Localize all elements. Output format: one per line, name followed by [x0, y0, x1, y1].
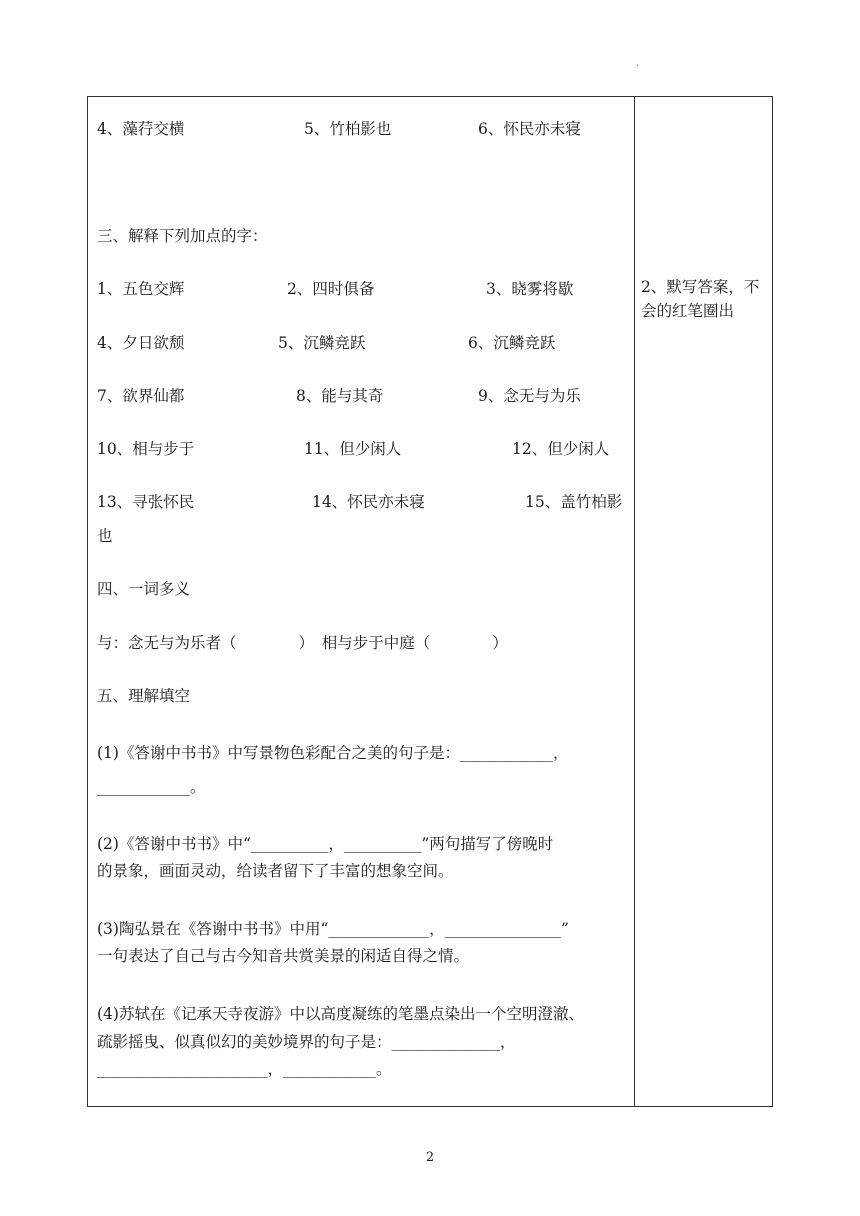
- s3-item: 9、念无与为乐: [478, 387, 581, 405]
- side-note: 2、默写答案，不会的红笔圈出: [641, 278, 760, 320]
- s3-item: 11、但少闲人: [304, 440, 402, 458]
- page-number: 2: [425, 1150, 435, 1165]
- q2-line-2: 的景象，画面灵动，给读者留下了丰富的想象空间。: [97, 862, 454, 880]
- q3-line-1: (3)陶弘景在《答谢中书书》中用“_____________，_______________”: [97, 920, 569, 938]
- item-4: 4、藻荇交横: [97, 120, 185, 138]
- s3-item: 4、夕日欲颓: [97, 334, 185, 352]
- s3-item: 1、五色交辉: [97, 280, 185, 298]
- top-mark: .: [636, 58, 640, 69]
- section-4-line: 与：念无与为乐者（ ） 相与步于中庭（ ）: [97, 634, 508, 652]
- worksheet-table: [87, 96, 773, 1107]
- s3-item: 5、沉鳞竞跃: [278, 334, 366, 352]
- s3-wrap: 也: [97, 527, 113, 545]
- item-6: 6、怀民亦未寝: [478, 120, 581, 138]
- q1-line-2: ____________。: [97, 778, 206, 796]
- section-4-heading: 四、一词多义: [97, 580, 191, 598]
- item-5: 5、竹柏影也: [304, 120, 392, 138]
- q4-line-1: (4)苏轼在《记承天寺夜游》中以高度凝练的笔墨点染出一个空明澄澈、: [97, 1005, 584, 1023]
- s3-item: 15、盖竹柏影: [525, 493, 623, 511]
- s3-item: 13、寻张怀民: [97, 493, 195, 511]
- s3-item: 7、欲界仙都: [97, 387, 185, 405]
- s3-item: 14、怀民亦未寝: [312, 493, 425, 511]
- q4-line-2: 疏影摇曳、似真似幻的美妙境界的句子是：______________，: [97, 1033, 516, 1051]
- section-3-heading: 三、解释下列加点的字：: [97, 227, 268, 245]
- q4-line-3: ______________________，____________。: [97, 1060, 392, 1078]
- s3-item: 3、晓雾将歇: [486, 280, 574, 298]
- s3-item: 2、四时俱备: [287, 280, 375, 298]
- s3-item: 8、能与其奇: [296, 387, 384, 405]
- s3-item: 6、沉鳞竞跃: [468, 334, 556, 352]
- q1-line-1: (1)《答谢中书书》中写景物色彩配合之美的句子是：____________，: [97, 744, 569, 762]
- s3-item: 12、但少闲人: [512, 440, 610, 458]
- section-5-heading: 五、理解填空: [97, 687, 191, 705]
- s3-item: 10、相与步于: [97, 440, 195, 458]
- q2-line-1: (2)《答谢中书书》中“__________，__________”两句描写了傍晚时: [97, 835, 554, 853]
- q3-line-2: 一句表达了自己与古今知音共赏美景的闲适自得之情。: [97, 947, 470, 965]
- exercise-column: [88, 97, 634, 1106]
- notes-column: [635, 97, 772, 1106]
